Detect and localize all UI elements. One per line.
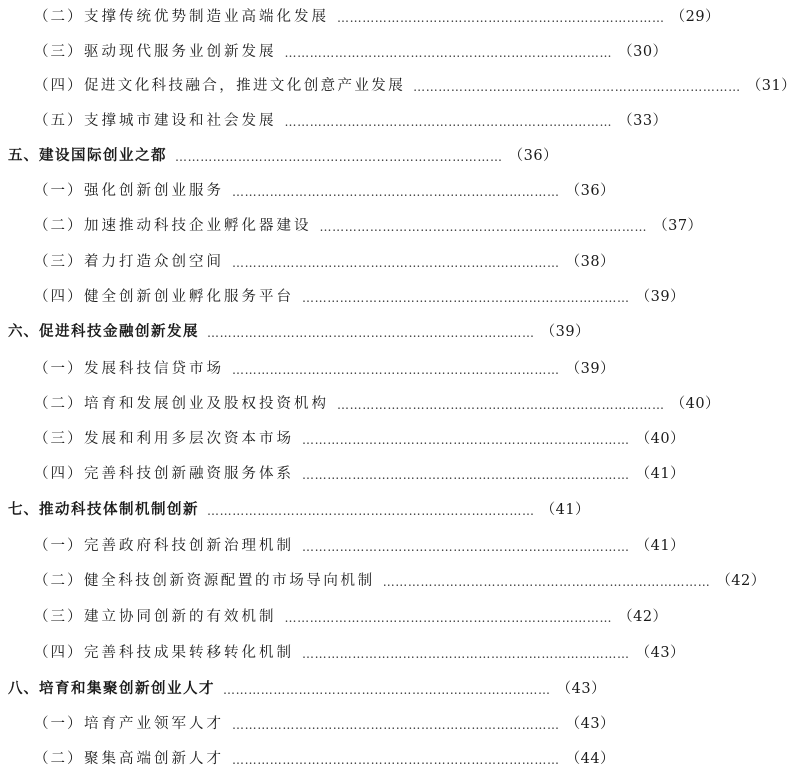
dot-leader: …………………………………………………………………… (284, 115, 613, 129)
toc-entry-page: （40） (670, 396, 721, 412)
toc-entry-page: （43） (635, 645, 686, 661)
toc-entry-title: 完善政府科技创新治理机制 (84, 538, 294, 554)
toc-section-entry[interactable] (0, 498, 591, 522)
dot-leader: …………………………………………………………………… (232, 185, 560, 199)
toc-entry-page: （43） (565, 716, 616, 732)
toc-entry-number: （四） (34, 78, 84, 94)
dot-leader: …………………………………………………………………… (302, 291, 630, 305)
toc-section-page: （36） (508, 148, 559, 164)
toc-entry-title: 发展和利用多层次资本市场 (84, 431, 294, 447)
toc-entry[interactable] (0, 747, 616, 771)
toc-entry-title: 促进文化科技融合，推进文化创意产业发展 (84, 78, 406, 94)
toc-entry-page: （37） (653, 218, 703, 234)
toc-entry-page: （31） (746, 78, 796, 94)
toc-entry-page: （44） (565, 751, 616, 767)
toc-entry-title: 驱动现代服务业创新发展 (84, 44, 277, 60)
toc-entry-page: （38） (565, 254, 616, 270)
toc-entry-title: 着力打造众创空间 (84, 254, 224, 270)
toc-entry-number: （五） (34, 113, 84, 129)
toc-entry-number: （二） (34, 573, 84, 589)
dot-leader: …………………………………………………………………… (284, 46, 613, 60)
toc-entry[interactable] (0, 179, 616, 203)
toc-entry-number: （二） (34, 9, 84, 25)
toc-entry-title: 建立协同创新的有效机制 (84, 609, 277, 625)
toc-section-number: 六、 (8, 324, 39, 340)
toc-section-page: （43） (556, 681, 607, 697)
toc-entry-number: （四） (34, 466, 84, 482)
toc-entry[interactable] (0, 427, 686, 451)
toc-section-page: （39） (540, 324, 591, 340)
dot-leader: …………………………………………………………………… (207, 504, 535, 518)
toc-entry-number: （一） (34, 361, 84, 377)
dot-leader: …………………………………………………………………… (413, 80, 741, 94)
toc-entry-page: （33） (618, 113, 668, 129)
toc-section-number: 五、 (8, 148, 39, 164)
toc-entry-number: （一） (34, 538, 84, 554)
dot-leader: …………………………………………………………………… (337, 11, 665, 25)
toc-entry[interactable] (0, 392, 721, 416)
toc-entry[interactable] (0, 5, 721, 29)
toc-entry[interactable] (0, 605, 668, 629)
toc-entry[interactable] (0, 357, 616, 381)
toc-entry-page: （41） (635, 466, 686, 482)
toc-entry-page: （42） (618, 609, 668, 625)
toc-entry[interactable] (0, 40, 668, 64)
toc-entry-page: （40） (635, 431, 686, 447)
toc-entry[interactable] (0, 74, 796, 98)
toc-section-entry[interactable] (0, 320, 591, 344)
toc-entry[interactable] (0, 462, 686, 486)
toc-entry[interactable] (0, 109, 668, 133)
dot-leader: …………………………………………………………………… (232, 363, 560, 377)
toc-entry-title: 健全科技创新资源配置的市场导向机制 (84, 573, 375, 589)
toc-entry-title: 培育产业领军人才 (84, 716, 224, 732)
toc-entry[interactable] (0, 285, 686, 309)
toc-entry-title: 健全创新创业孵化服务平台 (84, 289, 294, 305)
dot-leader: …………………………………………………………………… (302, 468, 630, 482)
toc-entry[interactable] (0, 712, 616, 736)
dot-leader: …………………………………………………………………… (302, 433, 630, 447)
dot-leader: …………………………………………………………………… (232, 753, 560, 767)
toc-entry[interactable] (0, 641, 686, 665)
toc-entry-title: 强化创新创业服务 (84, 183, 224, 199)
toc-entry[interactable] (0, 250, 616, 274)
dot-leader: …………………………………………………………………… (337, 398, 665, 412)
toc-entry-number: （三） (34, 431, 84, 447)
toc-entry-number: （四） (34, 645, 84, 661)
toc-entry-page: （29） (670, 9, 721, 25)
dot-leader: …………………………………………………………………… (175, 150, 503, 164)
dot-leader: …………………………………………………………………… (284, 611, 613, 625)
toc-entry-title: 支撑传统优势制造业高端化发展 (84, 9, 329, 25)
toc-entry-number: （四） (34, 289, 84, 305)
toc-section-title: 推动科技体制机制创新 (39, 502, 199, 518)
toc-entry-number: （二） (34, 218, 84, 234)
toc-entry-title: 完善科技创新融资服务体系 (84, 466, 294, 482)
toc-entry[interactable] (0, 569, 766, 593)
toc-entry-title: 完善科技成果转移转化机制 (84, 645, 294, 661)
toc-section-title: 促进科技金融创新发展 (39, 324, 199, 340)
dot-leader: …………………………………………………………………… (207, 326, 535, 340)
toc-entry-page: （39） (635, 289, 686, 305)
toc-entry-page: （30） (618, 44, 668, 60)
toc-entry[interactable] (0, 534, 686, 558)
toc-entry-page: （41） (635, 538, 686, 554)
toc-entry-number: （三） (34, 609, 84, 625)
toc-section-entry[interactable] (0, 677, 607, 701)
toc-section-number: 七、 (8, 502, 39, 518)
toc-section-page: （41） (540, 502, 591, 518)
dot-leader: …………………………………………………………………… (382, 575, 711, 589)
toc-entry-number: （三） (34, 254, 84, 270)
toc-section-number: 八、 (8, 681, 39, 697)
dot-leader: …………………………………………………………………… (232, 256, 560, 270)
toc-entry-title: 培育和发展创业及股权投资机构 (84, 396, 329, 412)
toc-entry-number: （三） (34, 44, 84, 60)
toc-entry-title: 加速推动科技企业孵化器建设 (84, 218, 312, 234)
dot-leader: …………………………………………………………………… (223, 683, 551, 697)
toc-entry-page: （36） (565, 183, 616, 199)
dot-leader: …………………………………………………………………… (319, 220, 648, 234)
toc-entry-page: （39） (565, 361, 616, 377)
toc-entry-number: （二） (34, 396, 84, 412)
toc-entry-number: （一） (34, 183, 84, 199)
toc-entry[interactable] (0, 214, 703, 238)
toc-section-entry[interactable] (0, 144, 559, 168)
toc-section-title: 培育和集聚创新创业人才 (39, 681, 215, 697)
dot-leader: …………………………………………………………………… (302, 647, 630, 661)
dot-leader: …………………………………………………………………… (232, 718, 560, 732)
toc-entry-title: 支撑城市建设和社会发展 (84, 113, 277, 129)
toc-entry-number: （二） (34, 751, 84, 767)
toc-entry-title: 聚集高端创新人才 (84, 751, 224, 767)
toc-entry-title: 发展科技信贷市场 (84, 361, 224, 377)
toc-entry-page: （42） (716, 573, 766, 589)
toc-section-title: 建设国际创业之都 (39, 148, 167, 164)
dot-leader: …………………………………………………………………… (302, 540, 630, 554)
toc-entry-number: （一） (34, 716, 84, 732)
